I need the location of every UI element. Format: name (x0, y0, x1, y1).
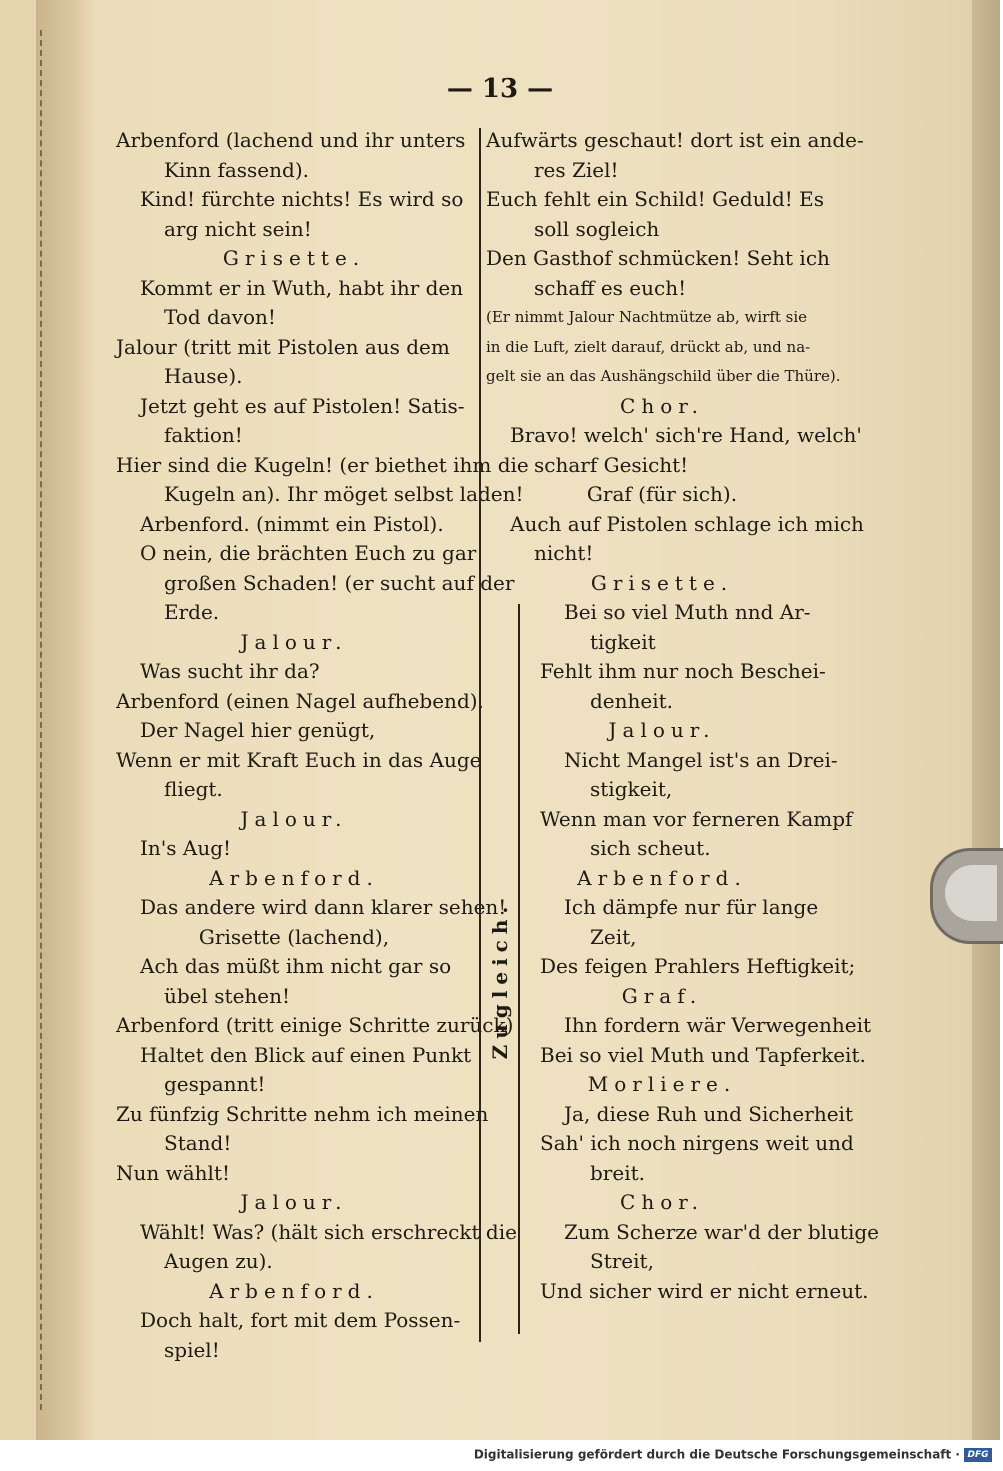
text-line: Den Gasthof schmücken! Seht ich (486, 246, 830, 270)
text-line: Jalour. (608, 718, 716, 742)
text-line: Nun wählt! (116, 1160, 231, 1185)
text-line: Streit, (590, 1249, 654, 1273)
text-line: Das andere wird dann klarer sehen! (140, 895, 507, 919)
text-line: Nicht Mangel ist's an Drei- (564, 747, 838, 772)
text-line: Chor. (620, 1190, 704, 1214)
text-line: Arbenford (einen Nagel aufhebend). (116, 688, 484, 713)
footer-text: Digitalisierung gefördert durch die Deutsche Forschungsgemeinschaft · (473, 1447, 960, 1462)
text-line: Zum Scherze war'd der blutige (564, 1219, 879, 1244)
text-line: Tod davon! (164, 305, 276, 329)
binding-stitches (40, 30, 44, 1410)
text-line: Der Nagel hier genügt, (140, 718, 376, 742)
text-line: (Er nimmt Jalour Nachtmütze ab, wirft sie (486, 308, 808, 326)
page-edge (972, 0, 1000, 1440)
text-line: Des feigen Prahlers Heftigkeit; (540, 954, 856, 978)
bracket-label-text: Zugleich. (488, 900, 512, 1060)
text-line: gespannt! (164, 1072, 266, 1096)
text-line: Jalour. (240, 806, 348, 831)
column-divider (479, 128, 481, 1342)
text-line: spiel! (164, 1337, 220, 1362)
text-line: Chor. (620, 393, 704, 418)
text-line: breit. (590, 1160, 645, 1185)
text-line: O nein, die brächten Euch zu gar (140, 541, 477, 565)
text-line: Arbenford. (209, 865, 379, 890)
text-line: Arbenford. (577, 865, 747, 890)
text-line: Bravo! welch' sich're Hand, welch' (510, 423, 862, 447)
text-line: scharf Gesicht! (534, 452, 689, 477)
text-line: res Ziel! (534, 157, 619, 182)
text-line: In's Aug! (140, 836, 232, 860)
text-line: Ihn fordern wär Verwegenheit (564, 1013, 872, 1037)
right-column (486, 126, 879, 1306)
text-line: Wählt! Was? (hält sich erschreckt die (140, 1219, 517, 1244)
text-line: gelt sie an das Aushängschild über die Thüre). (486, 367, 841, 385)
text-line: Und sicher wird er nicht erneut. (540, 1278, 869, 1303)
text-line: Bei so viel Muth und Tapferkeit. (540, 1042, 866, 1067)
text-line: denheit. (590, 688, 674, 713)
text-line: großen Schaden! (er sucht auf der (164, 570, 515, 595)
text-line: soll sogleich (534, 216, 660, 241)
footer (0, 1447, 1000, 1469)
text-line: Ach das müßt ihm nicht gar so (140, 954, 452, 978)
text-line: Fehlt ihm nur noch Beschei- (540, 659, 826, 683)
page-gutter (36, 0, 94, 1440)
text-line: übel stehen! (164, 983, 291, 1008)
text-line: Sah' ich noch nirgens weit und (540, 1131, 854, 1155)
text-line: Doch halt, fort mit dem Possen- (140, 1308, 461, 1332)
text-line: schaff es euch! (534, 275, 687, 300)
text-line: arg nicht sein! (164, 216, 312, 241)
text-line: Grisette. (590, 570, 734, 595)
text-line: Kinn fassend). (164, 157, 309, 182)
text-line: Hier sind die Kugeln! (er biethet ihm die (116, 452, 529, 477)
text-line: Grisette (lachend), (198, 924, 390, 949)
text-line: Jetzt geht es auf Pistolen! Satis- (140, 393, 465, 418)
text-line: Was sucht ihr da? (140, 659, 320, 683)
text-line: Ja, diese Ruh und Sicherheit (564, 1101, 853, 1126)
page-number: — 13 — (446, 74, 554, 104)
clip-icon (930, 848, 1003, 944)
text-line: Wenn man vor ferneren Kampf (540, 806, 853, 831)
text-line: Erde. (164, 600, 220, 624)
text-line: Stand! (164, 1131, 232, 1155)
text-line: Jalour. (240, 1190, 348, 1214)
text-line: Arbenford (tritt einige Schritte zurück) (116, 1013, 514, 1037)
text-line: Jalour (tritt mit Pistolen aus dem (116, 334, 450, 359)
text-line: Graf. (621, 983, 703, 1008)
text-line: Grisette. (222, 246, 366, 270)
text-line: Zu fünfzig Schritte nehm ich meinen (116, 1101, 489, 1126)
text-line: Hause). (164, 364, 243, 388)
text-line: Auch auf Pistolen schlage ich mich (510, 511, 864, 536)
text-line: Aufwärts geschaut! dort ist ein ande- (486, 128, 864, 152)
text-line: Haltet den Blick auf einen Punkt (140, 1042, 472, 1067)
text-line: in die Luft, zielt darauf, drückt ab, und na- (486, 337, 811, 356)
text-line: fliegt. (164, 777, 223, 801)
text-line: Jalour. (240, 629, 348, 654)
text-line: Augen zu). (164, 1249, 273, 1273)
text-line: sich scheut. (590, 836, 711, 860)
text-line: stigkeit, (590, 777, 673, 801)
text-line: Graf (für sich). (586, 482, 738, 506)
bracket-label (480, 900, 520, 1060)
text-line: Zeit, (590, 924, 637, 949)
text-line: Wenn er mit Kraft Euch in das Auge (116, 747, 482, 772)
text-line: Ich dämpfe nur für lange (564, 895, 819, 919)
text-line: Kugeln an). Ihr möget selbst laden! (164, 482, 524, 506)
text-line: Morliere. (587, 1072, 737, 1096)
text-line: faktion! (164, 423, 243, 447)
text-line: Kind! fürchte nichts! Es wird so (140, 187, 464, 211)
text-line: Arbenford. (nimmt ein Pistol). (140, 511, 444, 536)
text-line: Euch fehlt ein Schild! Geduld! Es (486, 187, 825, 211)
text-line: Bei so viel Muth nnd Ar- (564, 600, 811, 624)
dfg-logo-icon: DFG (964, 1448, 992, 1462)
text-line: Arbenford. (209, 1278, 379, 1303)
text-line: Arbenford (lachend und ihr unters (116, 128, 466, 152)
text-line: tigkeit (590, 629, 656, 654)
text-line: nicht! (534, 541, 594, 565)
text-line: Kommt er in Wuth, habt ihr den (140, 275, 464, 300)
